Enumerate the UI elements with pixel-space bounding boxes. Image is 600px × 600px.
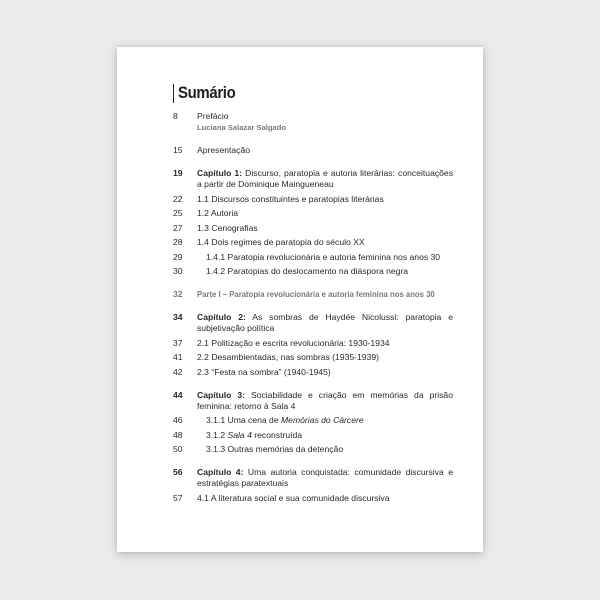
chapter-label: Capítulo 2: (197, 312, 246, 322)
toc-entry (173, 367, 453, 378)
toc-entry-text: 2.1 Politização e escrita revolucionária: 1930-1934 (197, 337, 390, 348)
toc-entry-text: 1.2 Autoria (197, 208, 239, 218)
toc-page-number: 32 (173, 289, 183, 299)
toc-entry-part-1 (173, 289, 453, 300)
toc-page-number: 56 (173, 467, 183, 477)
toc-entry-prefix: 3.1.2 (206, 429, 228, 440)
toc-entry-text: 1.3 Cenografias (197, 222, 258, 233)
chapter-title: Uma autoria conquistada: comunidade discursiva e estratégias paratextuais (197, 467, 453, 488)
toc-entry (173, 493, 453, 504)
toc-page-number: 34 (173, 312, 183, 322)
toc-entry-text: 1.4 Dois regimes de paratopia do século XX (197, 237, 365, 247)
toc-page-number: 48 (173, 429, 183, 440)
part-title: Parte I – Paratopia revolucionária e autoria feminina nos anos 30 (197, 289, 435, 299)
toc-entry-text (197, 168, 453, 190)
toc-entry (173, 430, 453, 441)
toc-entry-text (197, 415, 453, 426)
toc-entry-title: Prefácio (197, 111, 229, 121)
toc-entry-apresentacao (173, 145, 453, 156)
toc-entry-chapter-2 (173, 312, 453, 334)
toc-entry-text: 1.4.1 Paratopia revolucionária e autoria feminina nos anos 30 (206, 251, 441, 262)
toc-page-number: 30 (173, 266, 183, 276)
chapter-title: Sociabilidade e criação em memórias da prisão feminina: retorno à Sala 4 (197, 389, 453, 411)
table-of-contents (173, 111, 453, 504)
toc-entry-text: Apresentação (197, 145, 251, 155)
title-row (173, 83, 453, 103)
toc-entry-text: 1.4.2 Paratopias do deslocamento na diáspora negra (206, 266, 409, 276)
toc-page-number: 46 (173, 415, 183, 425)
toc-entry-text (197, 430, 453, 441)
chapter-title: Discurso, paratopia e autoria literárias: conceituações a partir de Dominique Maingueneau (197, 168, 453, 189)
toc-page-number: 37 (173, 337, 183, 348)
toc-page-number: 27 (173, 222, 183, 233)
toc-page-number: 50 (173, 444, 183, 454)
toc-entry-text: 1.1 Discursos constituintes e paratopias literárias (197, 193, 384, 204)
toc-entry (173, 252, 453, 263)
toc-page-number: 19 (173, 168, 183, 178)
toc-entry (173, 444, 453, 455)
toc-page-number: 8 (173, 111, 178, 121)
toc-entry-italic-title: Sala 4 (227, 429, 252, 440)
toc-page-number: 25 (173, 208, 183, 218)
chapter-title: As sombras de Haydée Nicolussi: paratopia e subjetivação política (197, 312, 453, 333)
toc-page-number: 42 (173, 366, 183, 377)
toc-entry (173, 208, 453, 219)
toc-entry-suffix: reconstruída (251, 429, 303, 440)
toc-page-number: 44 (173, 389, 183, 400)
toc-entry-text: 2.2 Desambientadas, nas sombras (1935-1939) (197, 352, 380, 362)
chapter-label: Capítulo 4: (197, 467, 244, 477)
toc-entry-chapter-1 (173, 168, 453, 190)
toc-page-number: 57 (173, 492, 183, 503)
chapter-label: Capítulo 1: (197, 168, 243, 178)
toc-entry (173, 338, 453, 349)
toc-entry-text (197, 467, 453, 489)
toc-entry-text (197, 312, 453, 334)
toc-entry-text: 4.1 A literatura social e sua comunidade discursiva (197, 492, 390, 503)
toc-page-number: 41 (173, 352, 183, 362)
toc-entry-text: 3.1.3 Outras memórias da detenção (206, 444, 344, 454)
book-page (117, 47, 483, 552)
toc-entry-chapter-4 (173, 467, 453, 489)
toc-entry-author: Luciana Salazar Salgado (197, 123, 287, 132)
toc-page-number: 29 (173, 251, 183, 262)
chapter-label: Capítulo 3: (197, 389, 245, 400)
toc-page-number: 22 (173, 193, 183, 204)
toc-entry (173, 223, 453, 234)
toc-page-number: 15 (173, 145, 183, 155)
toc-entry-prefix: 3.1.1 Uma cena de (206, 415, 282, 425)
toc-entry-text (197, 111, 453, 133)
title-rule (173, 84, 174, 103)
toc-entry-text (197, 390, 453, 412)
toc-entry-chapter-3 (173, 390, 453, 412)
toc-entry (173, 237, 453, 248)
toc-entry-text: 2.3 “Festa na sombra” (1940-1945) (197, 366, 331, 377)
page-title: Sumário (178, 83, 236, 102)
toc-entry-prefacio (173, 111, 453, 133)
toc-entry-italic-title: Memórias do Cárcere (281, 415, 364, 425)
toc-entry (173, 415, 453, 426)
toc-entry (173, 194, 453, 205)
toc-entry (173, 352, 453, 363)
toc-entry (173, 266, 453, 277)
toc-page-number: 28 (173, 237, 183, 247)
